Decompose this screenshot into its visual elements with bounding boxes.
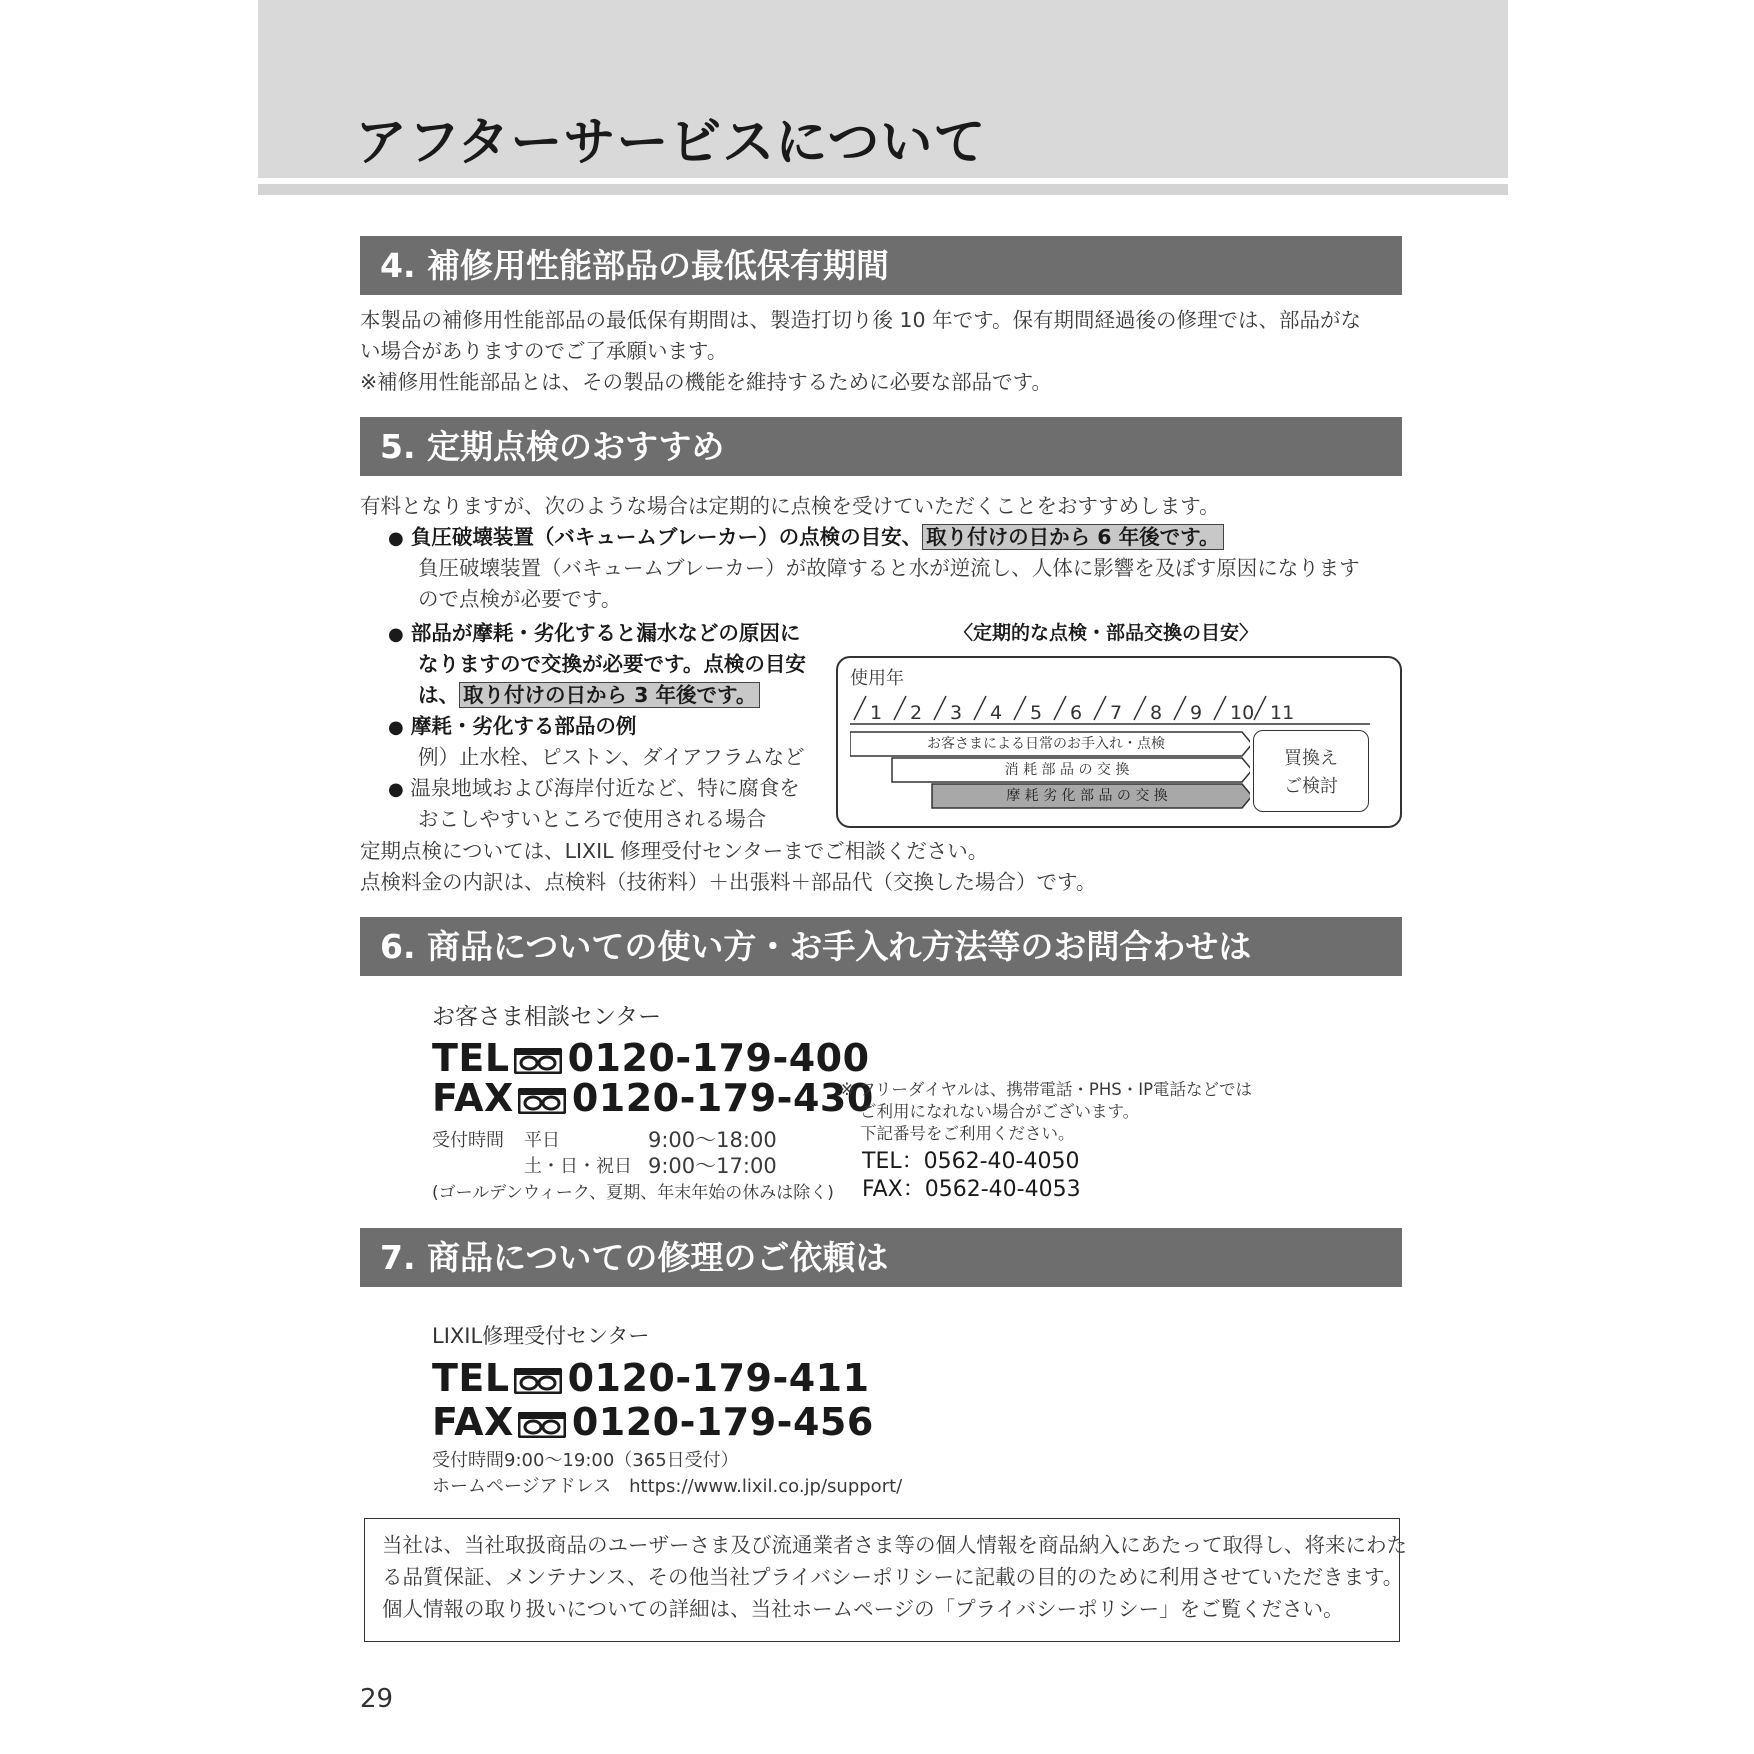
fax-number[interactable]: 0120-179-456 <box>571 1400 874 1444</box>
sec7-tel-row <box>432 1356 870 1400</box>
sec7-center-name: LIXIL修理受付センター <box>432 1324 650 1348</box>
year-divider <box>1094 696 1106 720</box>
year-tick-label: 3 <box>950 702 963 724</box>
sec4-line-1: 本製品の補修用性能部品の最低保有期間は、製造打切り後 10 年です。保有期間経過後の修理では、部品がな <box>360 308 1361 332</box>
bullet-2-text-1: 部品が摩耗・劣化すると漏水などの原因に <box>410 621 801 645</box>
sec5-bullet-1 <box>388 522 1224 554</box>
bullet-3-example: 例）止水栓、ピストン、ダイアフラムなど <box>418 745 805 769</box>
year-divider <box>1134 696 1146 720</box>
weekday-label: 平日 <box>524 1130 560 1151</box>
sec5-bullet-2-line-1 <box>388 618 800 650</box>
bar-3-label: 摩 耗 劣 化 部 品 の 交 換 <box>1006 788 1168 804</box>
hours-note: (ゴールデンウィーク、夏期、年末年始の休みは除く) <box>432 1183 834 1203</box>
sec6-fax-row <box>432 1076 874 1120</box>
bullet-1-desc-1: 負圧破壊装置（バキュームブレーカー）が故障すると水が逆流し、人体に影響を及ぼす原因になります <box>418 556 1360 580</box>
bullet-2-text-2: なりますので交換が必要です。点検の目安 <box>418 652 806 676</box>
sec5-outro-1: 定期点検については、LIXIL 修理受付センターまでご相談ください。 <box>360 839 989 863</box>
section-5-heading: 5. 定期点検のおすすめ <box>360 417 1402 476</box>
year-divider <box>894 696 906 720</box>
diagram-caption: 〈定期的な点検・部品交換の目安〉 <box>954 622 1259 644</box>
fax-label: FAX <box>432 1400 514 1444</box>
year-tick-label: 6 <box>1070 702 1083 724</box>
bullet-icon: ● <box>388 624 404 645</box>
tel-number[interactable]: 0120-179-411 <box>567 1356 870 1400</box>
alt-fax[interactable]: FAX：0562-40-4053 <box>862 1177 1081 1202</box>
bullet-1-text: 負圧破壊装置（バキュームブレーカー）の点検の目安、 <box>410 525 923 549</box>
year-tick-label: 7 <box>1110 702 1123 724</box>
year-divider <box>1254 696 1266 720</box>
bullet-1-desc-2: ので点検が必要です。 <box>418 587 622 611</box>
replacement-box <box>1253 730 1369 812</box>
freedial-icon <box>518 1088 566 1114</box>
sec4-line-2: い場合がありますのでご了承願います。 <box>360 339 728 363</box>
bullet-icon: ● <box>388 717 404 738</box>
year-tick-label: 8 <box>1150 702 1163 724</box>
sec7-fax-row <box>432 1400 874 1444</box>
replacement-box-line-1: 買換え <box>1284 748 1338 769</box>
tel-label: TEL <box>432 1356 510 1400</box>
bullet-icon: ● <box>388 779 404 800</box>
sec5-bullet-2-line-3 <box>418 680 760 711</box>
replacement-box-line-2: ご検討 <box>1284 776 1338 797</box>
header-rule <box>258 184 1508 195</box>
year-divider <box>854 696 866 720</box>
year-divider <box>1054 696 1066 720</box>
section-6-heading: 6. 商品についての使い方・お手入れ方法等のお問合わせは <box>360 917 1402 976</box>
sec7-homepage[interactable]: ホームページアドレス https://www.lixil.co.jp/support/ <box>432 1476 903 1497</box>
free-note-1: ※ フリーダイヤルは、携帯電話・PHS・IP電話などでは <box>840 1080 1253 1099</box>
sec5-intro: 有料となりますが、次のような場合は定期的に点検を受けていただくことをおすすめします。 <box>360 494 1220 518</box>
bullet-2-text-3: は、 <box>418 683 459 707</box>
year-tick-label: 2 <box>910 702 923 724</box>
section-7-heading: 7. 商品についての修理のご依頼は <box>360 1228 1402 1287</box>
sec5-outro-2: 点検料金の内訳は、点検料（技術料）＋出張料＋部品代（交換した場合）です。 <box>360 870 1097 894</box>
year-divider <box>974 696 986 720</box>
privacy-line-1: 当社は、当社取扱商品のユーザーさま及び流通業者さま等の個人情報を商品納入にあたって取得し、将来にわた <box>382 1533 1407 1557</box>
sec7-hours: 受付時間9:00〜19:00（365日受付） <box>432 1450 739 1471</box>
sec6-tel-row <box>432 1036 870 1080</box>
free-note-2: ご利用になれない場合がございます。 <box>860 1102 1140 1121</box>
sec5-bullet-3 <box>388 711 636 743</box>
year-divider <box>1174 696 1186 720</box>
free-note-3: 下記番号をご利用ください。 <box>860 1124 1075 1143</box>
weekend-hours: 9:00〜17:00 <box>648 1154 777 1178</box>
bar-2-label: 消 耗 部 品 の 交 換 <box>1004 762 1130 778</box>
page-number: 29 <box>360 1684 394 1714</box>
fax-number[interactable]: 0120-179-430 <box>571 1076 874 1120</box>
bullet-4-text-1: 温泉地域および海岸付近など、特に腐食を <box>410 776 800 800</box>
freedial-icon <box>514 1048 562 1074</box>
year-tick-label: 4 <box>990 702 1003 724</box>
sec6-center-name: お客さま相談センター <box>432 1004 662 1030</box>
freedial-icon <box>518 1412 566 1438</box>
bullet-2-highlight: 取り付けの日から 3 年後です。 <box>459 682 760 708</box>
weekday-hours: 9:00〜18:00 <box>648 1128 777 1152</box>
sec5-bullet-4 <box>388 773 800 805</box>
year-divider <box>1014 696 1026 720</box>
bullet-1-highlight: 取り付けの日から 6 年後です。 <box>922 524 1223 550</box>
year-divider <box>934 696 946 720</box>
hours-label: 受付時間 <box>432 1130 504 1151</box>
bullet-3-title: 摩耗・劣化する部品の例 <box>410 714 637 738</box>
tel-number[interactable]: 0120-179-400 <box>567 1036 870 1080</box>
sec4-note: ※補修用性能部品とは、その製品の機能を維持するために必要な部品です。 <box>360 370 1053 394</box>
bullet-icon: ● <box>388 528 404 549</box>
alt-tel[interactable]: TEL：0562-40-4050 <box>862 1149 1080 1174</box>
year-tick-label: 11 <box>1270 702 1295 724</box>
section-4-heading: 4. 補修用性能部品の最低保有期間 <box>360 236 1402 295</box>
weekend-label: 土・日・祝日 <box>524 1156 632 1177</box>
diagram-year-label: 使用年 <box>850 668 904 689</box>
year-tick-label: 5 <box>1030 702 1043 724</box>
year-divider <box>1214 696 1226 720</box>
year-scale <box>850 690 1370 730</box>
year-tick-label: 9 <box>1190 702 1203 724</box>
year-tick-label: 1 <box>870 702 883 724</box>
privacy-line-2: る品質保証、メンテナンス、その他当社プライバシーポリシーに記載の目的のために利用させていただきます。 <box>382 1565 1404 1589</box>
bullet-4-text-2: おこしやすいところで使用される場合 <box>418 807 767 831</box>
fax-label: FAX <box>432 1076 514 1120</box>
year-tick-label: 10 <box>1230 702 1255 724</box>
freedial-icon <box>514 1368 562 1394</box>
tel-label: TEL <box>432 1036 510 1080</box>
page-title: アフターサービスについて <box>355 113 987 173</box>
privacy-line-3: 個人情報の取り扱いについての詳細は、当社ホームページの「プライバシーポリシー」をご覧ください。 <box>382 1597 1344 1621</box>
bar-1-label: お客さまによる日常のお手入れ・点検 <box>927 736 1165 752</box>
